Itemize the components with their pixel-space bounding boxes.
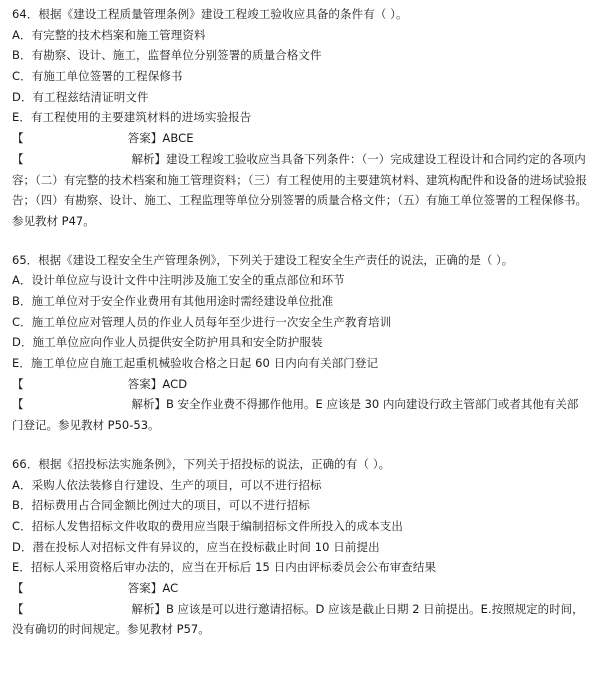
answer-text: 答案】ACD [127,376,188,391]
answer-line [12,374,591,395]
option-c: C．施工单位应对管理人员的作业人员每年至少进行一次安全生产教育培训 [12,314,392,329]
option-e: E．招标人采用资格后审办法的，应当在开标后 15 日内由评标委员会公布审查结果 [12,560,437,575]
explain-bracket: 【 [12,151,24,166]
option-e: E．有工程使用的主要建筑材料的进场实验报告 [12,110,252,125]
question-stem: 65．根据《建设工程安全生产管理条例》，下列关于建设工程安全生产责任的说法，正确的是（ ）。 [12,252,514,267]
question-66 [12,454,591,640]
redacted-block [24,580,128,594]
option-d: D．有工程兹结清证明文件 [12,89,149,104]
redacted-block [24,601,132,615]
redacted-block [24,376,128,390]
option-b: B．招标费用占合同金额比例过大的项目，可以不进行招标 [12,498,310,513]
answer-bracket: 【 [12,376,24,391]
redacted-block [24,130,128,144]
answer-text: 答案】AC [127,580,179,595]
answer-text: 答案】ABCE [127,131,194,146]
answer-line [12,128,591,149]
option-d: D．施工单位应向作业人员提供安全防护用具和安全防护服装 [12,335,323,350]
explain-bracket: 【 [12,397,24,412]
question-stem: 64．根据《建设工程质量管理条例》建设工程竣工验收应具备的条件有（ ）。 [12,7,408,21]
redacted-block [24,151,132,165]
answer-bracket: 【 [12,580,24,595]
option-e: E．施工单位应自施工起重机械验收合格之日起 60 日内向有关部门登记 [12,356,379,371]
option-c: C．有施工单位签署的工程保修书 [12,69,183,84]
question-65 [12,250,591,436]
option-a: A．设计单位应与设计文件中注明涉及施工安全的重点部位和环节 [12,273,345,288]
explanation-text: 解析】B 安全作业费不得挪作他用。E 应该是 30 内向建设行政主管部门或者其他有关部门登记。参见教材 P50-53。 [12,397,579,433]
explanation [12,394,587,435]
explanation-text: 解析】建设工程竣工验收应当具备下列条件：（一）完成建设工程设计和合同约定的各项内容；（二）有完整的技术档案和施工管理资料；（三）有工程使用的主要建筑材料、建筑构配件和设备的进场试验报告；（四）有勘察、设计、施工、工程监理等单位分别签署的质量合格文件；（五）有施工单位签署的工程保修书。参见教材 P47。 [12,151,587,228]
option-b: B．有勘察、设计、施工，监督单位分别签署的质量合格文件 [12,48,322,63]
explanation [12,149,587,232]
option-c: C．招标人发售招标文件收取的费用应当限于编制招标文件所投入的成本支出 [12,518,403,533]
explanation-text: 解析】B 应该是可以进行邀请招标。D 应该是截止日期 2 日前提出。E.按照规定的时间，没有确切的时间规定。参见教材 P57。 [12,601,584,637]
option-a: A．采购人依法装修自行建设、生产的项目，可以不进行招标 [12,477,322,492]
explanation [12,599,587,640]
question-64 [12,4,591,232]
answer-bracket: 【 [12,131,24,146]
option-b: B．施工单位对于安全作业费用有其他用途时需经建设单位批准 [12,294,334,309]
answer-line [12,578,591,599]
option-a: A．有完整的技术档案和施工管理资料 [12,27,206,42]
question-stem: 66．根据《招投标法实施条例》，下列关于招投标的说法，正确的有（ ）。 [12,456,391,471]
explain-bracket: 【 [12,601,24,616]
redacted-block [24,396,132,410]
option-d: D．潜在投标人对招标文件有异议的，应当在投标截止时间 10 日前提出 [12,539,380,554]
